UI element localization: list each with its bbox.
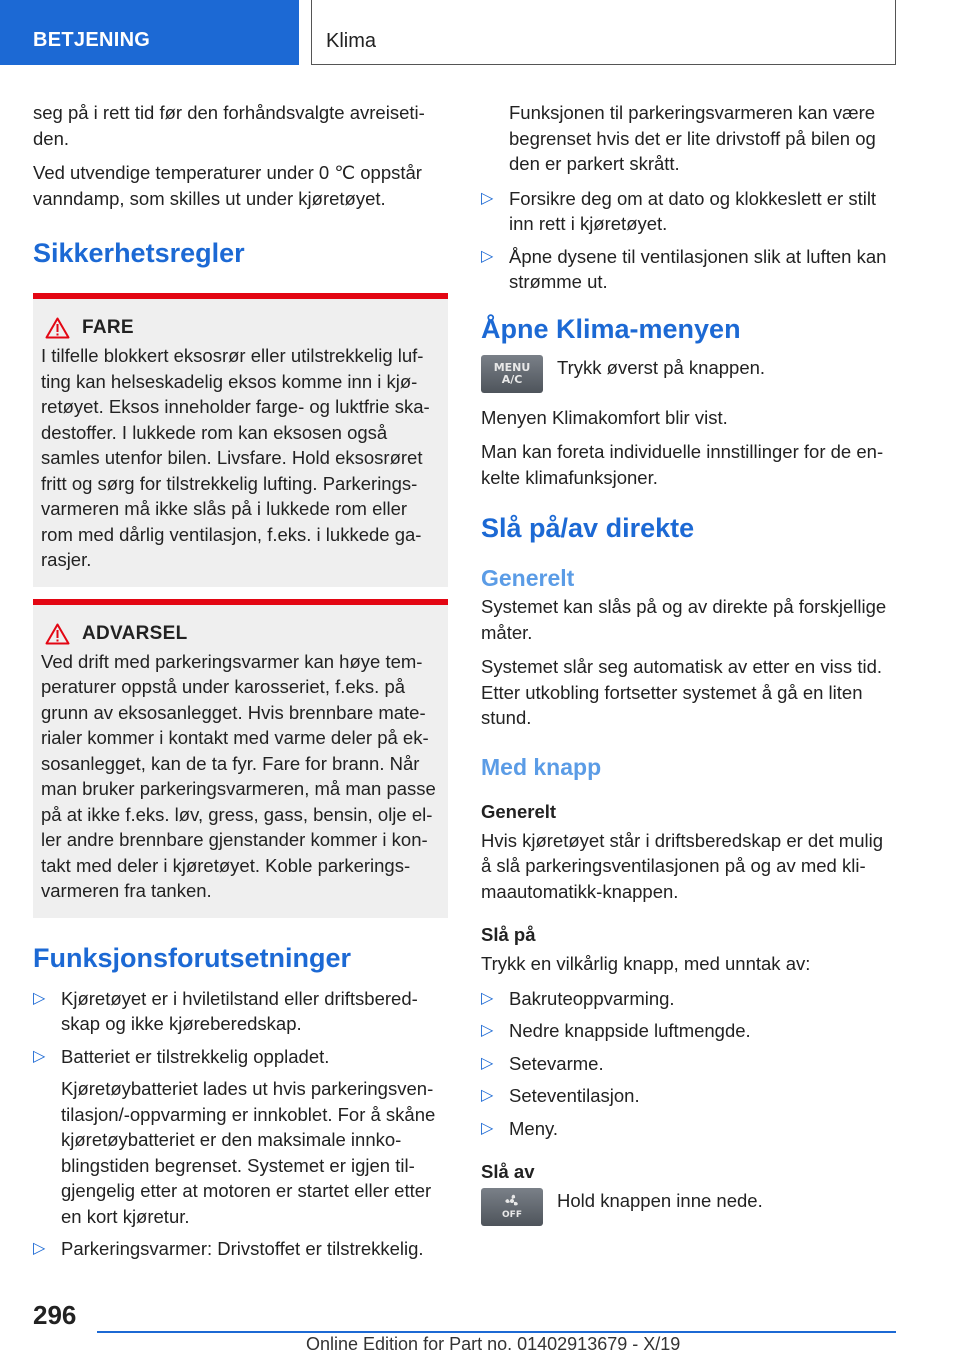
- off-button-row: [481, 1188, 896, 1226]
- triangle-right-icon: ▷: [33, 1240, 46, 1257]
- intro-paragraph: seg på i rett tid før den forhåndsvalgte avreisetiden.: [33, 102, 425, 149]
- fan-off-button-icon: OFF: [481, 1188, 543, 1226]
- danger-text: I tilfelle blokkert eksosrør eller utilstrekkelig lufting kan helseskadelig eksos komme inn i kjøretøyet. Eksos inneholder farge- og luktfrie skadestoffer. I lukkede rom kan eksosen også samles utenfor bilen. Livsfare. Hold eksosrøret fritt og sørg for tilstrekkelig lufting. Parkeringsvarmeren må ikke slås på i lukkede rom eller rom med dårlig ventilasjon, f.eks. i lukkede garasjer.: [41, 345, 430, 570]
- general-paragraph: Systemet kan slås på og av direkte på forskjellige måter.: [481, 596, 887, 643]
- list-item: ▷ Seteventilasjon.: [481, 1085, 640, 1106]
- button-general-paragraph: Hvis kjøretøyet står i driftsberedskap er det mulig å slå parkeringsventilasjonen på og av med klimaautomatikk-knappen.: [481, 829, 883, 902]
- triangle-right-icon: ▷: [481, 1022, 494, 1039]
- left-column: [33, 100, 448, 1269]
- chapter-title: Klima: [311, 0, 896, 65]
- warning-box: [33, 599, 448, 918]
- triangle-right-icon: ▷: [481, 1119, 494, 1137]
- section-tab: BETJENING: [0, 0, 299, 65]
- prerequisites-heading: Funksjonsforutsetninger: [33, 942, 352, 973]
- menu-ac-button-icon: MENU A/C: [481, 355, 543, 393]
- list-item: ▷ Parkeringsvarmer: Drivstoffet er tilstrekkelig.: [33, 1238, 424, 1259]
- menu-paragraph: Man kan foreta individuelle innstillinger for de enkelte klimafunksjoner.: [481, 441, 884, 488]
- menu-button-row: [481, 355, 896, 393]
- direct-heading: Slå på/av direkte: [481, 513, 695, 543]
- right-column: [481, 100, 896, 1238]
- prerequisites-list: [33, 986, 448, 1262]
- battery-note: Kjøretøybatteriet lades ut hvis parkeringsventilasjon/-oppvarming er innkoblet. For å skåne kjøretøybatteriet er den maksimale innkoblingstiden begrenset. Systemet er igjen tilgjengelig etter at motoren er startet eller etter en kort kjøretur.: [61, 1078, 436, 1227]
- off-button-text: Hold knappen inne nede.: [557, 1190, 763, 1211]
- warning-title: ADVARSEL: [82, 622, 188, 644]
- turn-on-paragraph: Trykk en vilkårlig knapp, med unntak av:: [481, 953, 811, 974]
- button-heading: Med knapp: [481, 753, 602, 780]
- triangle-right-icon: ▷: [481, 189, 494, 207]
- footer-edition: Online Edition for Part no. 01402913679 - X/19: [306, 1334, 681, 1354]
- list-item: ▷ Åpne dysene til ventilasjonen slik at luften kan strømme ut.: [481, 245, 887, 292]
- menu-button-text: Trykk øverst på knappen.: [557, 356, 766, 378]
- open-menu-heading: Åpne Klima-menyen: [481, 313, 741, 344]
- turn-on-heading: Slå på: [481, 924, 536, 945]
- general-paragraph: Systemet slår seg automatisk av etter en viss tid. Etter utkobling fortsetter systemet å gå en liten stund.: [481, 656, 882, 728]
- list-item: ▷ Bakruteoppvarming.: [481, 987, 675, 1009]
- preparation-list: [481, 186, 896, 295]
- footer-divider: [97, 1331, 896, 1333]
- button-general-heading: Generelt: [481, 800, 557, 822]
- triangle-right-icon: ▷: [33, 989, 46, 1007]
- warning-triangle-icon: [45, 317, 70, 339]
- triangle-right-icon: ▷: [481, 1054, 494, 1072]
- list-item: ▷ Nedre knappside luftmengde.: [481, 1020, 751, 1041]
- menu-paragraph: Menyen Klimakomfort blir vist.: [481, 406, 728, 428]
- fuel-note: Funksjonen til parkeringsvarmeren kan være begrenset hvis det er lite drivstoff på bilen og den er parkert skrått.: [509, 102, 876, 174]
- list-item: ▷ Kjøretøyet er i hviletilstand eller driftsberedskap og ikke kjøreberedskap.: [33, 987, 418, 1034]
- page-number: 296: [33, 1300, 77, 1330]
- turn-off-heading: Slå av: [481, 1161, 535, 1182]
- danger-title: FARE: [82, 317, 134, 338]
- list-item: ▷ Setevarme.: [481, 1052, 604, 1074]
- triangle-right-icon: ▷: [481, 1087, 494, 1104]
- triangle-right-icon: ▷: [33, 1047, 46, 1065]
- exception-list: [481, 986, 896, 1142]
- warning-text: Ved drift med parkeringsvarmer kan høye temperaturer oppstå under karosseriet, f.eks. på grunn av eksosanlegget. Hvis brennbare materialer kommer i kontakt med varme deler på eksosanlegget, kan de ta fyr. Fare for brann. Når man bruker parkeringsvarmeren, må man passe på at ikke f.eks. løv, gress, gass, bensin, olje eller andre brennbare gjenstander kommer i kontakt med deler i kjøretøyet. Koble parkeringsvarmeren fra tanken.: [41, 650, 436, 901]
- safety-heading: Sikkerhetsregler: [33, 238, 245, 268]
- general-heading: Generelt: [481, 565, 575, 591]
- list-item: ▷ Batteriet er tilstrekkelig oppladet. Kjøretøybatteriet lades ut hvis parkeringsventilasjon/-oppvarming er innkoblet. For å skåne kjøretøybatteriet er den maksimale innkoblingstiden begrenset. Systemet er igjen tilgjengelig etter at motoren er startet eller etter en kort kjøretur.: [33, 1044, 448, 1230]
- warning-triangle-icon: [45, 623, 70, 645]
- triangle-right-icon: ▷: [481, 989, 494, 1007]
- intro-paragraph: Ved utvendige temperaturer under 0 ℃ oppstår vanndamp, som skilles ut under kjøretøyet.: [33, 162, 422, 209]
- fan-icon: [502, 1193, 522, 1209]
- list-item: ▷ Forsikre deg om at dato og klokkeslett er stilt inn rett i kjøretøyet.: [481, 187, 877, 234]
- list-item: ▷ Meny.: [481, 1117, 559, 1139]
- triangle-right-icon: ▷: [481, 247, 494, 265]
- danger-box: [33, 293, 448, 587]
